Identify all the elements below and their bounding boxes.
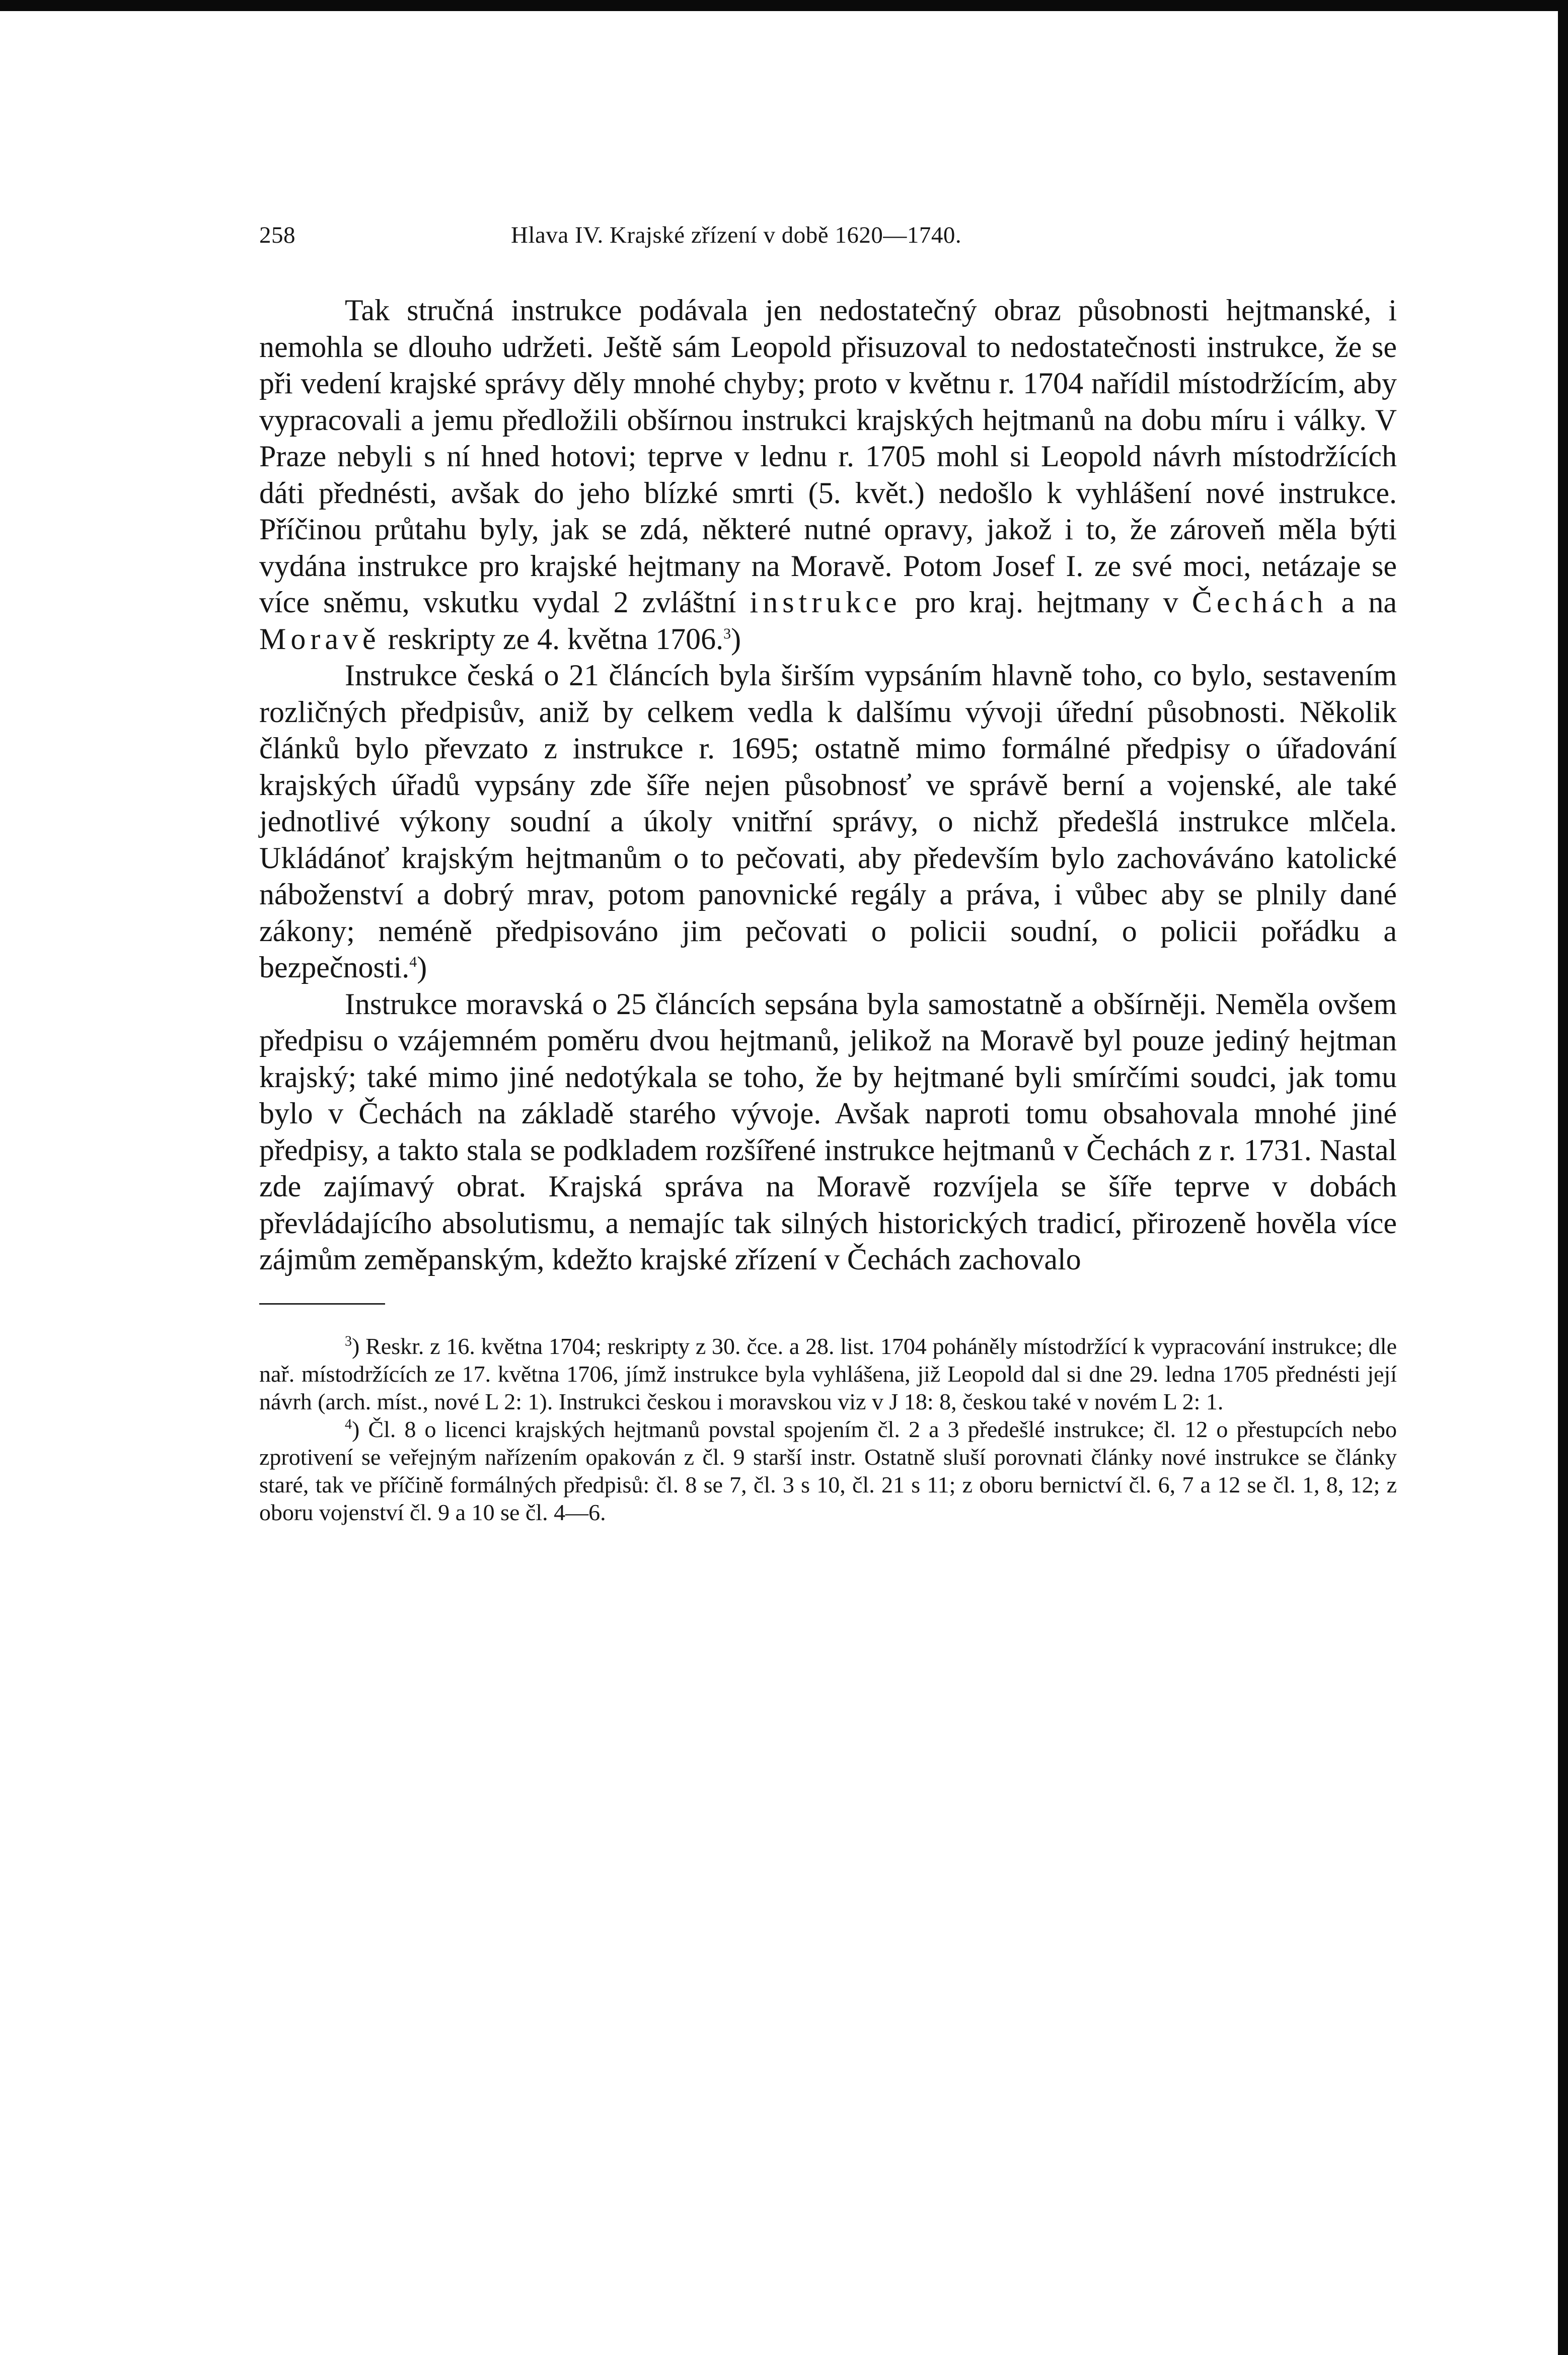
paragraph-3-text: Instrukce moravská o 25 článcích sepsána byla samostatně a obšírněji. Neměla ovšem předpisu o vzájemném poměru dvou hejtmanů, jelikož na Moravě byl pouze jediný hejtman krajský; také mimo jiné nedotýkala se toho, že by hejtmané byli smírčími soudci, jak tomu bylo v Čechách na základě starého vývoje. Avšak naproti tomu obsahovala mnohé jiné předpisy, a takto stala se podkladem rozšířené instrukce hejtmanů v Čechách z r. 1731. Nastal zde zajímavý obrat. Krajská správa na Moravě rozvíjela se šíře teprve v dobách převládajícího absolutismu, a nemajíc tak silných historických tradicí, přirozeně hověla více zájmům zeměpanským, kdežto krajské zřízení v Čechách zachovalo <box>259 987 1397 1276</box>
footnote-4-text: Čl. 8 o licenci krajských hejtmanů povstal spojením čl. 2 a 3 předešlé instrukce; čl. 12 o přestupcích nebo zprotivení se veřejným nařízením opakován z čl. 9 starší instr. Ostatně sluší porovnati články nové instrukce se články staré, tak ve příčině formálných předpisů: čl. 8 se 7, čl. 3 s 10, čl. 21 s 11; z oboru bernictví čl. 6, 7 a 12 se čl. 1, 8, 12; z oboru vojenství čl. 9 a 10 se čl. 4—6. <box>259 1416 1397 1525</box>
paragraph-1-text-a: Tak stručná instrukce podávala jen nedostatečný obraz působnosti hejtmanské, i nemohla se dlouho udržeti. Ještě sám Leopold přisuzoval to nedostatečnosti instrukce, že se při vedení krajské správy děly mnohé chyby; proto v květnu r. 1704 nařídil místodržícím, aby vypracovali a jemu předložili obšírnou instrukci krajských hejtmanů na dobu míru i války. V Praze nebyli s ní hned hotovi; teprve v lednu r. 1705 mohl si Leopold návrh místodržících dáti přednésti, avšak do jeho blízké smrti (5. květ.) nedošlo k vyhlášení nové instrukce. Příčinou průtahu byly, jak se zdá, některé nutné opravy, jakož i to, že zároveň měla býti vydána instrukce pro krajské hejtmany na Moravě. Potom Josef I. ze své moci, netázaje se více sněmu, vskutku vydal 2 zvláštní <box>259 294 1397 619</box>
footnote-4-mark: 4 <box>345 1416 352 1433</box>
chapter-title: Hlava IV. Krajské zřízení v době 1620—1740. <box>511 222 962 248</box>
footnote-separator <box>259 1303 385 1305</box>
spaced-word-morave: Moravě <box>259 622 381 656</box>
footnotes <box>259 1332 1397 1526</box>
footnote-3: $^3$) Reskr. z 16. května 1704; reskripty z 30. čce. a 28. list. 1704 poháněly místodržící k vypracování instrukce; dle nař. místodržících ze 17. května 1706, jímž instrukce byla vyhlášena, již Leopold dal si dne 29. ledna 1705 přednésti její návrh (arch. míst., nové L 2: 1). Instrukci českou i moravskou viz v J 18: 8, českou také v novém L 2: 1. <box>259 1333 1397 1414</box>
footnote-4: $^4$) Čl. 8 o licenci krajských hejtmanů povstal spojením čl. 2 a 3 předešlé instrukce; čl. 12 o přestupcích nebo zprotivení se veřejným nařízením opakován z čl. 9 starší instr. Ostatně sluší porovnati články nové instrukce se články staré, tak ve příčině formálných předpisů: čl. 8 se 7, čl. 3 s 10, čl. 21 s 11; z oboru bernictví čl. 6, 7 a 12 se čl. 1, 8, 12; z oboru vojenství čl. 9 a 10 se čl. 4—6. <box>259 1416 1397 1525</box>
spaced-word-cechach: Čechách <box>1191 586 1328 619</box>
paragraph-1: Tak stručná instrukce podávala jen nedostatečný obraz působnosti hejtmanské, i nemohla se dlouho udržeti. Ještě sám Leopold přisuzoval to nedostatečnosti instrukce, že se při vedení krajské správy děly mnohé chyby; proto v květnu r. 1704 nařídil místodržícím, aby vypracovali a jemu předložili obšírnou instrukci krajských hejtmanů na dobu míru i války. V Praze nebyli s ní hned hotovi; teprve v lednu r. 1705 mohl si Leopold návrh místodržících dáti přednésti, avšak do jeho blízké smrti (5. květ.) nedošlo k vyhlášení nové instrukce. Příčinou průtahu byly, jak se zdá, některé nutné opravy, jakož i to, že zároveň měla býti vydána instrukce pro krajské hejtmany na Moravě. Potom Josef I. ze své moci, netázaje se více sněmu, vskutku vydal 2 zvláštní instrukce pro kraj. hejtmany v Čechách a na Moravě reskripty ze 4. května 1706.$^3$) <box>259 294 1397 656</box>
paragraph-1-text-d: reskripty ze 4. května 1706. <box>388 622 724 656</box>
book-page <box>259 222 1397 1526</box>
page-number: 258 <box>259 222 295 248</box>
paragraph-3 <box>259 986 1397 1278</box>
spaced-word-instrukce: instrukce <box>750 586 902 619</box>
scan-border-right <box>1558 0 1568 2355</box>
footnote-ref-3: 3 <box>723 625 731 642</box>
paragraph-1-text-c: a na <box>1341 586 1397 619</box>
main-text <box>259 292 1397 1278</box>
paragraph-2-text: Instrukce česká o 21 článcích byla širším vypsáním hlavně toho, co bylo, sestavením rozličných předpisův, aniž by celkem vedla k dalšímu vývoji úřední působnosti. Několik článků bylo převzato z instrukce r. 1695; ostatně mimo formálné předpisy o úřadování krajských úřadů vypsány zde šíře nejen působnosť ve správě berní a vojenské, ale také jednotlivé výkony soudní a úkoly vnitřní správy, o nichž předešlá instrukce mlčela. Ukládánoť krajským hejtmanům o to pečovati, aby především bylo zachováváno katolické náboženství a dobrý mrav, potom panovnické regály a práva, i vůbec aby se plnily dané zákony; neméně předpisováno jim pečovati o policii soudní, o policii pořádku a bezpečnosti. <box>259 659 1397 984</box>
running-head <box>259 222 1397 262</box>
paragraph-1-text-b: pro kraj. hejtmany v <box>915 586 1178 619</box>
footnote-3-mark: 3 <box>345 1333 352 1349</box>
paragraph-2: Instrukce česká o 21 článcích byla širším vypsáním hlavně toho, co bylo, sestavením rozličných předpisův, aniž by celkem vedla k dalšímu vývoji úřední působnosti. Několik článků bylo převzato z instrukce r. 1695; ostatně mimo formálné předpisy o úřadování krajských úřadů vypsány zde šíře nejen působnosť ve správě berní a vojenské, ale také jednotlivé výkony soudní a úkoly vnitřní správy, o nichž předešlá instrukce mlčela. Ukládánoť krajským hejtmanům o to pečovati, aby především bylo zachováváno katolické náboženství a dobrý mrav, potom panovnické regály a práva, i vůbec aby se plnily dané zákony; neméně předpisováno jim pečovati o policii soudní, o policii pořádku a bezpečnosti.$^4$) <box>259 659 1397 984</box>
footnote-ref-4: 4 <box>409 954 417 970</box>
footnote-3-text: Reskr. z 16. května 1704; reskripty z 30. čce. a 28. list. 1704 poháněly místodržící k vypracování instrukce; dle nař. místodržících ze 17. května 1706, jímž instrukce byla vyhlášena, již Leopold dal si dne 29. ledna 1705 přednésti její návrh (arch. míst., nové L 2: 1). Instrukci českou i moravskou viz v J 18: 8, českou také v novém L 2: 1. <box>259 1333 1397 1414</box>
scan-border-top <box>0 0 1568 11</box>
